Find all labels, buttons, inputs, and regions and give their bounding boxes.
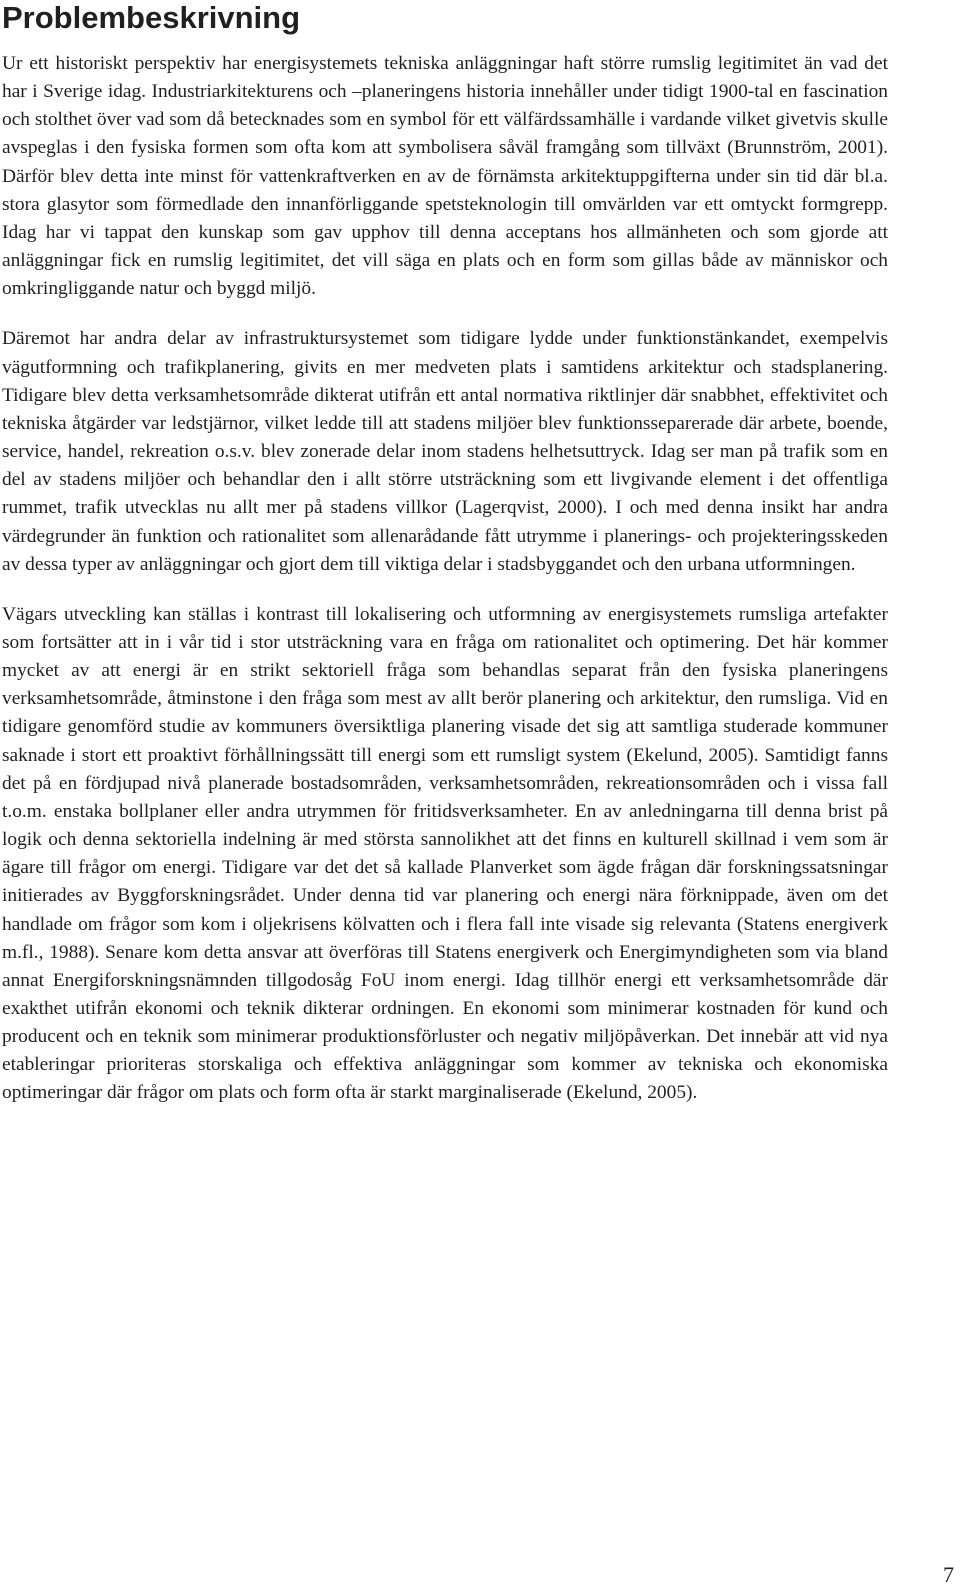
paragraph-1: Ur ett historiskt perspektiv har energisystemets tekniska anläggningar haft större rumslig legitimitet än vad det har i Sverige idag. Industriarkitekturens och –planeringens historia innehåller under tidigt 1900-tal en fascination och stolthet över vad som då betecknades som en symbol för ett välfärdssamhälle i vardande vilket givetvis skulle avspeglas i den fysiska formen som ofta kom att symbolisera såväl framgång som tillväxt (Brunnström, 2001). Därför blev detta inte minst för vattenkraftverken en av de förnämsta arkitektuppgifterna under sin tid där bl.a. stora glasytor som förmedlade den innanförliggande spetsteknologin till omvärlden var ett omtyckt formgrepp. Idag har vi tappat den kunskap som gav upphov till denna acceptans hos allmänheten och som gjorde att anläggningar fick en rumslig legitimitet, det vill säga en plats och en form som gillas både av människor och omkringliggande natur och byggd miljö. (2, 53, 888, 300)
body-text (2, 50, 888, 1130)
paragraph-2: Däremot har andra delar av infrastruktursystemet som tidigare lydde under funktionstänkandet, exempelvis vägutformning och trafikplanering, givits en mer medveten plats i samtidens arkitektur och stadsplanering. Tidigare blev detta verksamhetsområde dikterat utifrån ett antal normativa riktlinjer där snabbhet, effektivitet och tekniska åtgärder var ledstjärnor, vilket ledde till att stadens miljöer blev funktionsseparerade där arbete, boende, service, handel, rekreation o.s.v. blev zonerade delar inom stadens helhetsuttryck. Idag ser man på trafik som en del av stadens miljöer och behandlar den i allt större utsträckning som ett livgivande element i det offentliga rummet, trafik utvecklas nu allt mer på stadens villkor (Lagerqvist, 2000). I och med denna insikt har andra värdegrunder än funktion och rationalitet som allenarådande fått utrymme i planerings- och projekteringsskeden av dessa typer av anläggningar och gjort dem till viktiga delar i stadsbyggandet och den urbana utformningen. (2, 328, 888, 575)
page-number: 7 (943, 1562, 954, 1587)
paragraph-3: Vägars utveckling kan ställas i kontrast till lokalisering och utformning av energisystemets rumsliga artefakter som fortsätter att in i vår tid i stor utsträckning vara en fråga om rationalitet och optimering. Det här kommer mycket av att energi är en strikt sektoriell fråga som behandlas separat från den fysiska planeringens verksamhetsområde, åtminstone i den fråga som mest av allt berör planering och arkitektur, den rumsliga. Vid en tidigare genomförd studie av kommuners översiktliga planering visade det sig att samtliga studerade kommuner saknade i stort ett proaktivt förhållningssätt till energi som ett rumsligt system (Ekelund, 2005). Samtidigt fanns det på en fördjupad nivå planerade bostadsområden, verksamhetsområden, rekreationsområden och i vissa fall t.o.m. enstaka bollplaner eller andra utrymmen för fritidsverksamheter. En av anledningarna till denna brist på logik och denna sektoriella indelning är med största sannolikhet att det finns en kulturell skillnad i vem som är ägare till frågor om energi. Tidigare var det det så kallade Planverket som ägde frågan där forskningssatsningar initierades av Byggforskningsrådet. Under denna tid var planering och energi nära förknippade, även om det handlade om frågor som kom i oljekrisens kölvatten och i flera fall inte visade sig relevanta (Statens energiverk m.fl., 1988). Senare kom detta ansvar att överföras till Statens energiverk och Energimyndigheten som via bland annat Energiforskningsnämnden tillgodosåg FoU inom energi. Idag tillhör energi ett verksamhetsområde där exakthet utifrån ekonomi och teknik dikterar ordningen. En ekonomi som minimerar kostnaden för kund och producent och en teknik som minimerar produktionsförluster och negativ miljöpåverkan. Det innebär att vid nya etableringar prioriteras storskaliga och effektiva anläggningar som kommer av tekniska och ekonomiska optimeringar där frågor om plats och form ofta är starkt marginaliserade (Ekelund, 2005). (2, 603, 888, 1104)
section-heading: Problembeskrivning (2, 0, 301, 35)
